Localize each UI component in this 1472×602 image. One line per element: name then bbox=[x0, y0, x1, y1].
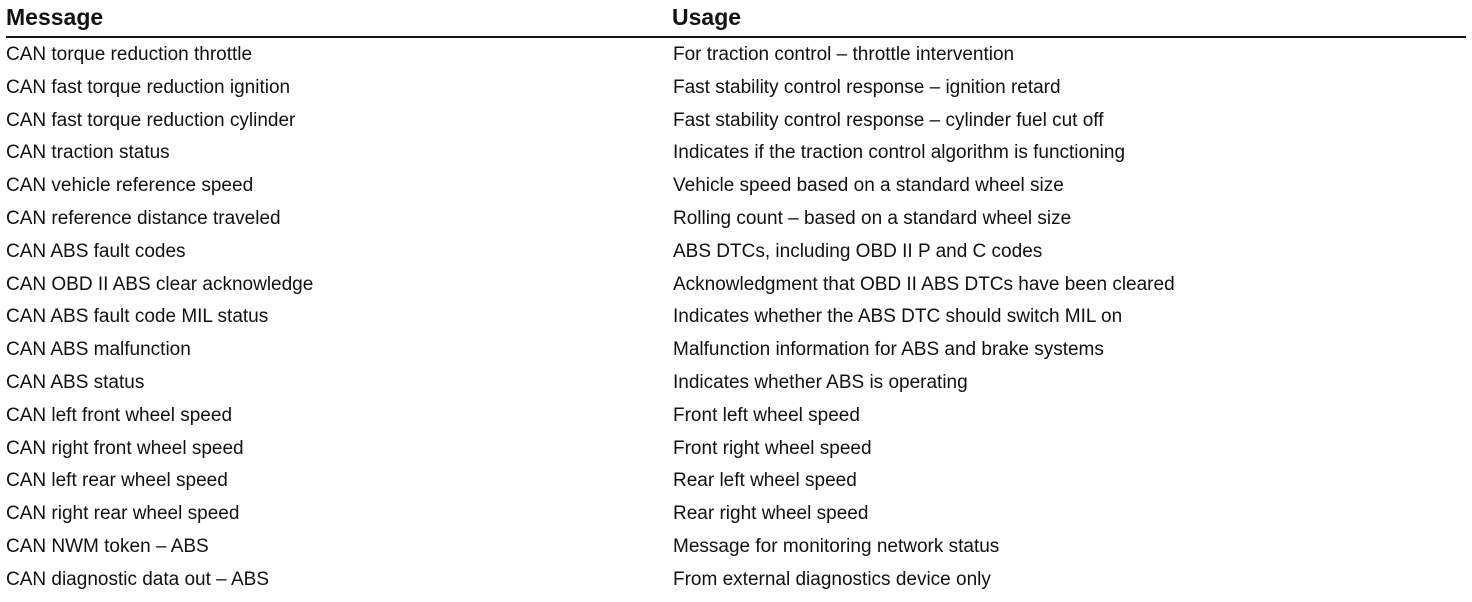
message-cell: CAN ABS fault codes bbox=[6, 240, 186, 262]
message-cell: CAN ABS status bbox=[6, 371, 145, 393]
header-usage: Usage bbox=[672, 4, 742, 30]
message-cell: CAN diagnostic data out – ABS bbox=[6, 568, 269, 590]
usage-cell: Acknowledgment that OBD II ABS DTCs have been cleared bbox=[673, 273, 1175, 295]
message-usage-table bbox=[6, 0, 1466, 596]
table-row bbox=[6, 71, 1466, 104]
message-cell: CAN right rear wheel speed bbox=[6, 503, 240, 525]
table-row bbox=[6, 235, 1466, 268]
table-row bbox=[6, 300, 1466, 333]
usage-cell: Front right wheel speed bbox=[673, 437, 872, 459]
usage-cell: Front left wheel speed bbox=[673, 404, 860, 426]
usage-cell: Indicates whether ABS is operating bbox=[673, 371, 968, 393]
usage-cell: Vehicle speed based on a standard wheel size bbox=[673, 175, 1064, 197]
usage-cell: Rolling count – based on a standard wheel size bbox=[673, 207, 1072, 229]
usage-cell: Indicates whether the ABS DTC should switch MIL on bbox=[673, 306, 1123, 328]
table-row bbox=[6, 333, 1466, 366]
message-cell: CAN ABS fault code MIL status bbox=[6, 306, 269, 328]
message-cell: CAN ABS malfunction bbox=[6, 339, 191, 361]
table-row bbox=[6, 38, 1466, 71]
message-cell: CAN NWM token – ABS bbox=[6, 535, 209, 557]
table-row bbox=[6, 268, 1466, 301]
table-row bbox=[6, 366, 1466, 399]
usage-cell: Fast stability control response – cylinder fuel cut off bbox=[673, 109, 1104, 131]
table-row bbox=[6, 136, 1466, 169]
message-cell: CAN fast torque reduction cylinder bbox=[6, 109, 296, 131]
table-row bbox=[6, 104, 1466, 137]
table-row bbox=[6, 202, 1466, 235]
message-cell: CAN traction status bbox=[6, 142, 170, 164]
usage-cell: ABS DTCs, including OBD II P and C codes bbox=[673, 240, 1043, 262]
message-cell: CAN torque reduction throttle bbox=[6, 44, 253, 65]
usage-cell: Rear left wheel speed bbox=[673, 470, 857, 492]
message-cell: CAN left rear wheel speed bbox=[6, 470, 228, 492]
usage-cell: From external diagnostics device only bbox=[673, 568, 991, 590]
table-row bbox=[6, 530, 1466, 563]
usage-cell: For traction control – throttle intervention bbox=[673, 44, 1015, 65]
table-row bbox=[6, 563, 1466, 596]
table-header bbox=[6, 0, 1466, 38]
usage-cell: Fast stability control response – ignition retard bbox=[673, 76, 1061, 98]
table-row bbox=[6, 169, 1466, 202]
usage-cell: Rear right wheel speed bbox=[673, 503, 869, 525]
message-cell: CAN vehicle reference speed bbox=[6, 175, 254, 197]
usage-cell: Message for monitoring network status bbox=[673, 535, 1000, 557]
table-row bbox=[6, 432, 1466, 465]
table-row bbox=[6, 497, 1466, 530]
message-cell: CAN OBD II ABS clear acknowledge bbox=[6, 273, 314, 295]
message-cell: CAN right front wheel speed bbox=[6, 437, 244, 459]
header-message: Message bbox=[6, 4, 104, 30]
table-row bbox=[6, 464, 1466, 497]
message-cell: CAN left front wheel speed bbox=[6, 404, 233, 426]
message-cell: CAN reference distance traveled bbox=[6, 207, 281, 229]
message-cell: CAN fast torque reduction ignition bbox=[6, 76, 291, 98]
usage-cell: Malfunction information for ABS and brake systems bbox=[673, 339, 1104, 361]
table-body bbox=[6, 38, 1466, 596]
table-row bbox=[6, 399, 1466, 432]
usage-cell: Indicates if the traction control algorithm is functioning bbox=[673, 142, 1126, 164]
